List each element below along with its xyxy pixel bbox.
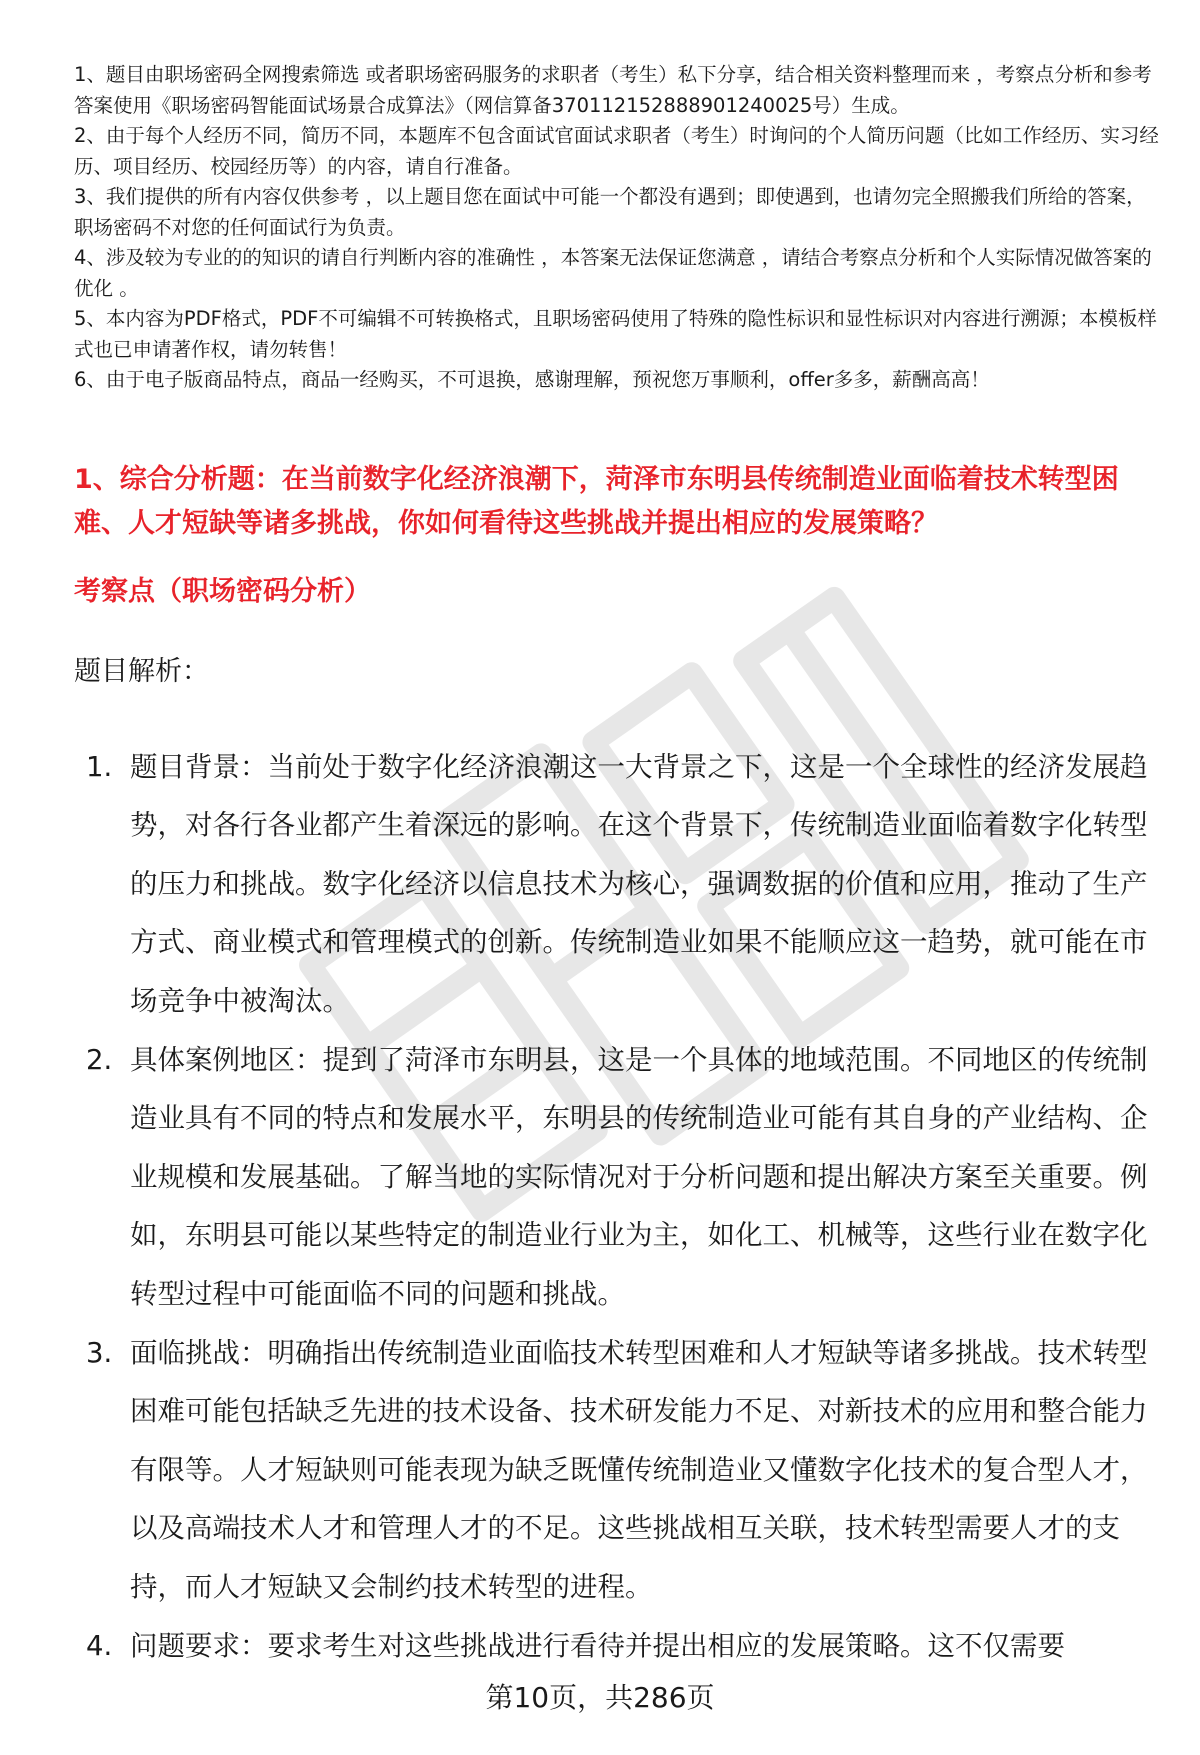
kcd-heading: 考察点（职场密码分析）: [74, 576, 371, 607]
point-number: 4.: [86, 1630, 113, 1663]
disclaimer-item: 6、由于电子版商品特点，商品一经购买，不可退换，感谢理解，预祝您万事顺利，offer多多，薪酬高高！: [74, 368, 990, 391]
analysis-point: [74, 738, 1154, 1030]
disclaimer-item: 3、我们提供的所有内容仅供参考 ，以上题目您在面试中可能一个都没有遇到；即使遇到，也请勿完全照搬我们所给的答案，职场密码不对您的任何面试行为负责。: [74, 185, 1146, 239]
disclaimer-list: [74, 60, 1164, 396]
question-title: 1、综合分析题：在当前数字化经济浪潮下，菏泽市东明县传统制造业面临着技术转型困难、人才短缺等诸多挑战，你如何看待这些挑战并提出相应的发展策略？: [74, 464, 1119, 539]
point-number: 2.: [86, 1044, 113, 1077]
point-number: 3.: [86, 1337, 113, 1370]
point-text: 问题要求：要求考生对这些挑战进行看待并提出相应的发展策略。这不仅需要: [130, 1630, 1065, 1663]
analysis-label: 题目解析：: [74, 656, 209, 687]
analysis-points: [74, 738, 1154, 1677]
disclaimer-item: 2、由于每个人经历不同，简历不同，本题库不包含面试官面试求职者（考生）时询问的个人简历问题（比如工作经历、实习经历、项目经历、校园经历等）的内容，请自行准备。: [74, 124, 1159, 178]
point-text: 题目背景：当前处于数字化经济浪潮这一大背景之下，这是一个全球性的经济发展趋势，对各行各业都产生着深远的影响。在这个背景下，传统制造业面临着数字化转型的压力和挑战。数字化经济以信息技术为核心，强调数据的价值和应用，推动了生产方式、商业模式和管理模式的创新。传统制造业如果不能顺应这一趋势，就可能在市场竞争中被淘汰。: [130, 751, 1148, 1017]
point-text: 面临挑战：明确指出传统制造业面临技术转型困难和人才短缺等诸多挑战。技术转型困难可能包括缺乏先进的技术设备、技术研发能力不足、对新技术的应用和整合能力有限等。人才短缺则可能表现为缺乏既懂传统制造业又懂数字化技术的复合型人才，以及高端技术人才和管理人才的不足。这些挑战相互关联，技术转型需要人才的支持，而人才短缺又会制约技术转型的进程。: [130, 1337, 1148, 1603]
point-number: 1.: [86, 751, 113, 783]
page-number: 第10页，共286页: [485, 1681, 715, 1714]
analysis-point: [74, 1031, 1154, 1323]
disclaimer-item: 4、涉及较为专业的的知识的请自行判断内容的准确性 ，本答案无法保证您满意 ，请结合考察点分析和个人实际情况做答案的优化 。: [74, 246, 1152, 300]
disclaimer-item: 5、本内容为PDF格式，PDF不可编辑不可转换格式，且职场密码使用了特殊的隐性标识和显性标识对内容进行溯源；本模板样式也已申请著作权，请勿转售！: [74, 307, 1157, 361]
point-text: 具体案例地区：提到了菏泽市东明县，这是一个具体的地域范围。不同地区的传统制造业具有不同的特点和发展水平，东明县的传统制造业可能有其自身的产业结构、企业规模和发展基础。了解当地的实际情况对于分析问题和提出解决方案至关重要。例如，东明县可能以某些特定的制造业行业为主，如化工、机械等，这些行业在数字化转型过程中可能面临不同的问题和挑战。: [130, 1044, 1148, 1310]
disclaimer-item: 1、题目由职场密码全网搜索筛选 或者职场密码服务的求职者（考生）私下分享，结合相关资料整理而来 ，考察点分析和参考答案使用《职场密码智能面试场景合成算法》（网信算备370112152888901240025号）生成。: [74, 63, 1152, 117]
analysis-point: [74, 1617, 1154, 1675]
analysis-point: [74, 1324, 1154, 1616]
